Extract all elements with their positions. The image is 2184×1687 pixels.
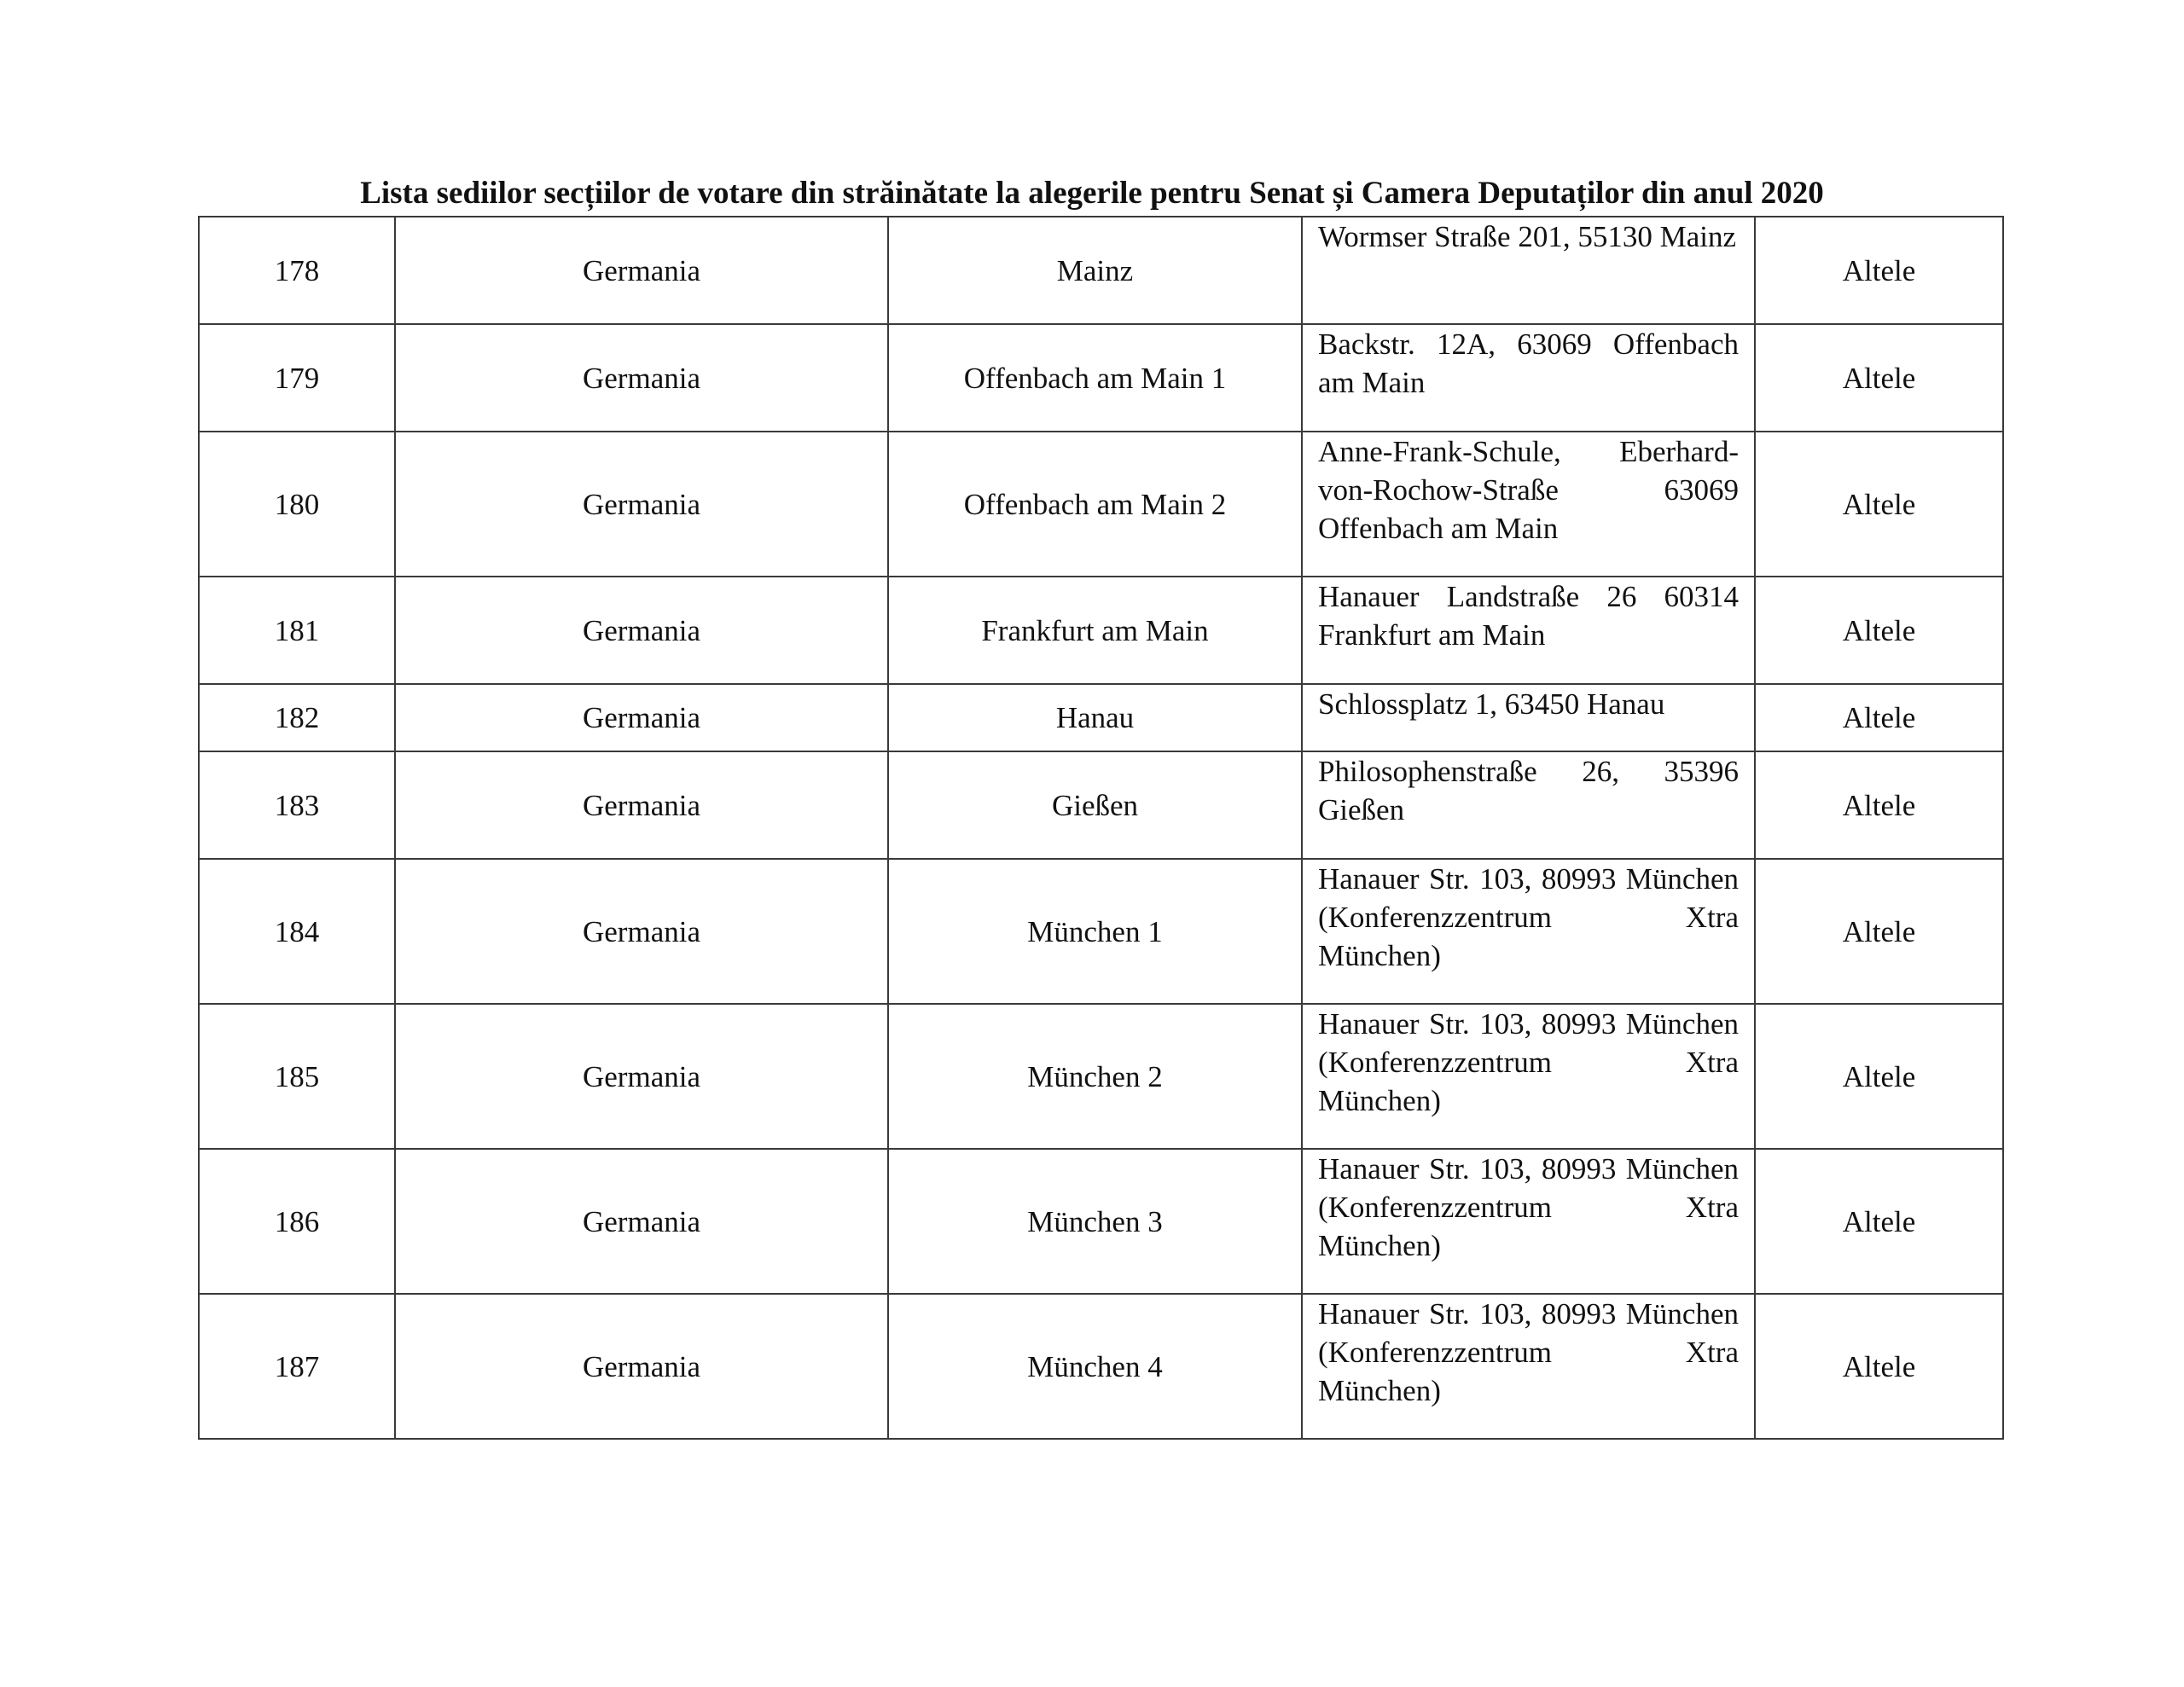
address-cell: Hanauer Landstraße 26 60314 Frankfurt am Main: [1302, 577, 1755, 684]
address-cell: Wormser Straße 201, 55130 Mainz: [1302, 217, 1755, 324]
address-cell: Schlossplatz 1, 63450 Hanau: [1302, 684, 1755, 751]
table-row: [199, 1294, 2003, 1439]
country-cell: Germania: [395, 324, 888, 432]
address-cell: Philosophenstraße 26, 35396 Gießen: [1302, 751, 1755, 859]
type-cell: Altele: [1755, 751, 2003, 859]
type-cell: Altele: [1755, 577, 2003, 684]
country-cell: Germania: [395, 217, 888, 324]
section-number-cell: 184: [199, 859, 395, 1004]
polling-stations-table: [198, 216, 2004, 1440]
table-row: [199, 324, 2003, 432]
section-number-cell: 185: [199, 1004, 395, 1149]
type-cell: Altele: [1755, 217, 2003, 324]
locality-cell: München 3: [888, 1149, 1302, 1294]
address-cell: Hanauer Str. 103, 80993 München (Konferenzzentrum Xtra München): [1302, 1004, 1755, 1149]
country-cell: Germania: [395, 1149, 888, 1294]
table-row: [199, 432, 2003, 577]
document-title: Lista sediilor secțiilor de votare din străinătate la alegerile pentru Senat și Camera Deputaților din anul 2020: [360, 176, 1824, 211]
address-cell: Hanauer Str. 103, 80993 München (Konferenzzentrum Xtra München): [1302, 1149, 1755, 1294]
address-cell: Backstr. 12A, 63069 Offenbach am Main: [1302, 324, 1755, 432]
address-cell: Anne-Frank-Schule, Eberhard-von-Rochow-Straße 63069 Offenbach am Main: [1302, 432, 1755, 577]
locality-cell: Gießen: [888, 751, 1302, 859]
country-cell: Germania: [395, 432, 888, 577]
type-cell: Altele: [1755, 432, 2003, 577]
locality-cell: München 4: [888, 1294, 1302, 1439]
section-number-cell: 186: [199, 1149, 395, 1294]
locality-cell: Offenbach am Main 1: [888, 324, 1302, 432]
section-number-cell: 180: [199, 432, 395, 577]
country-cell: Germania: [395, 1294, 888, 1439]
address-cell: Hanauer Str. 103, 80993 München (Konferenzzentrum Xtra München): [1302, 859, 1755, 1004]
table-row: [199, 1004, 2003, 1149]
country-cell: Germania: [395, 684, 888, 751]
locality-cell: München 2: [888, 1004, 1302, 1149]
type-cell: Altele: [1755, 684, 2003, 751]
type-cell: Altele: [1755, 1004, 2003, 1149]
section-number-cell: 181: [199, 577, 395, 684]
country-cell: Germania: [395, 577, 888, 684]
country-cell: Germania: [395, 859, 888, 1004]
table-row: [199, 217, 2003, 324]
type-cell: Altele: [1755, 1149, 2003, 1294]
table-row: [199, 684, 2003, 751]
section-number-cell: 187: [199, 1294, 395, 1439]
section-number-cell: 178: [199, 217, 395, 324]
address-cell: Hanauer Str. 103, 80993 München (Konferenzzentrum Xtra München): [1302, 1294, 1755, 1439]
locality-cell: Offenbach am Main 2: [888, 432, 1302, 577]
locality-cell: Hanau: [888, 684, 1302, 751]
locality-cell: Mainz: [888, 217, 1302, 324]
section-number-cell: 183: [199, 751, 395, 859]
type-cell: Altele: [1755, 1294, 2003, 1439]
section-number-cell: 179: [199, 324, 395, 432]
table-row: [199, 751, 2003, 859]
country-cell: Germania: [395, 751, 888, 859]
table-row: [199, 1149, 2003, 1294]
locality-cell: München 1: [888, 859, 1302, 1004]
table-row: [199, 859, 2003, 1004]
country-cell: Germania: [395, 1004, 888, 1149]
table-row: [199, 577, 2003, 684]
locality-cell: Frankfurt am Main: [888, 577, 1302, 684]
type-cell: Altele: [1755, 324, 2003, 432]
type-cell: Altele: [1755, 859, 2003, 1004]
section-number-cell: 182: [199, 684, 395, 751]
